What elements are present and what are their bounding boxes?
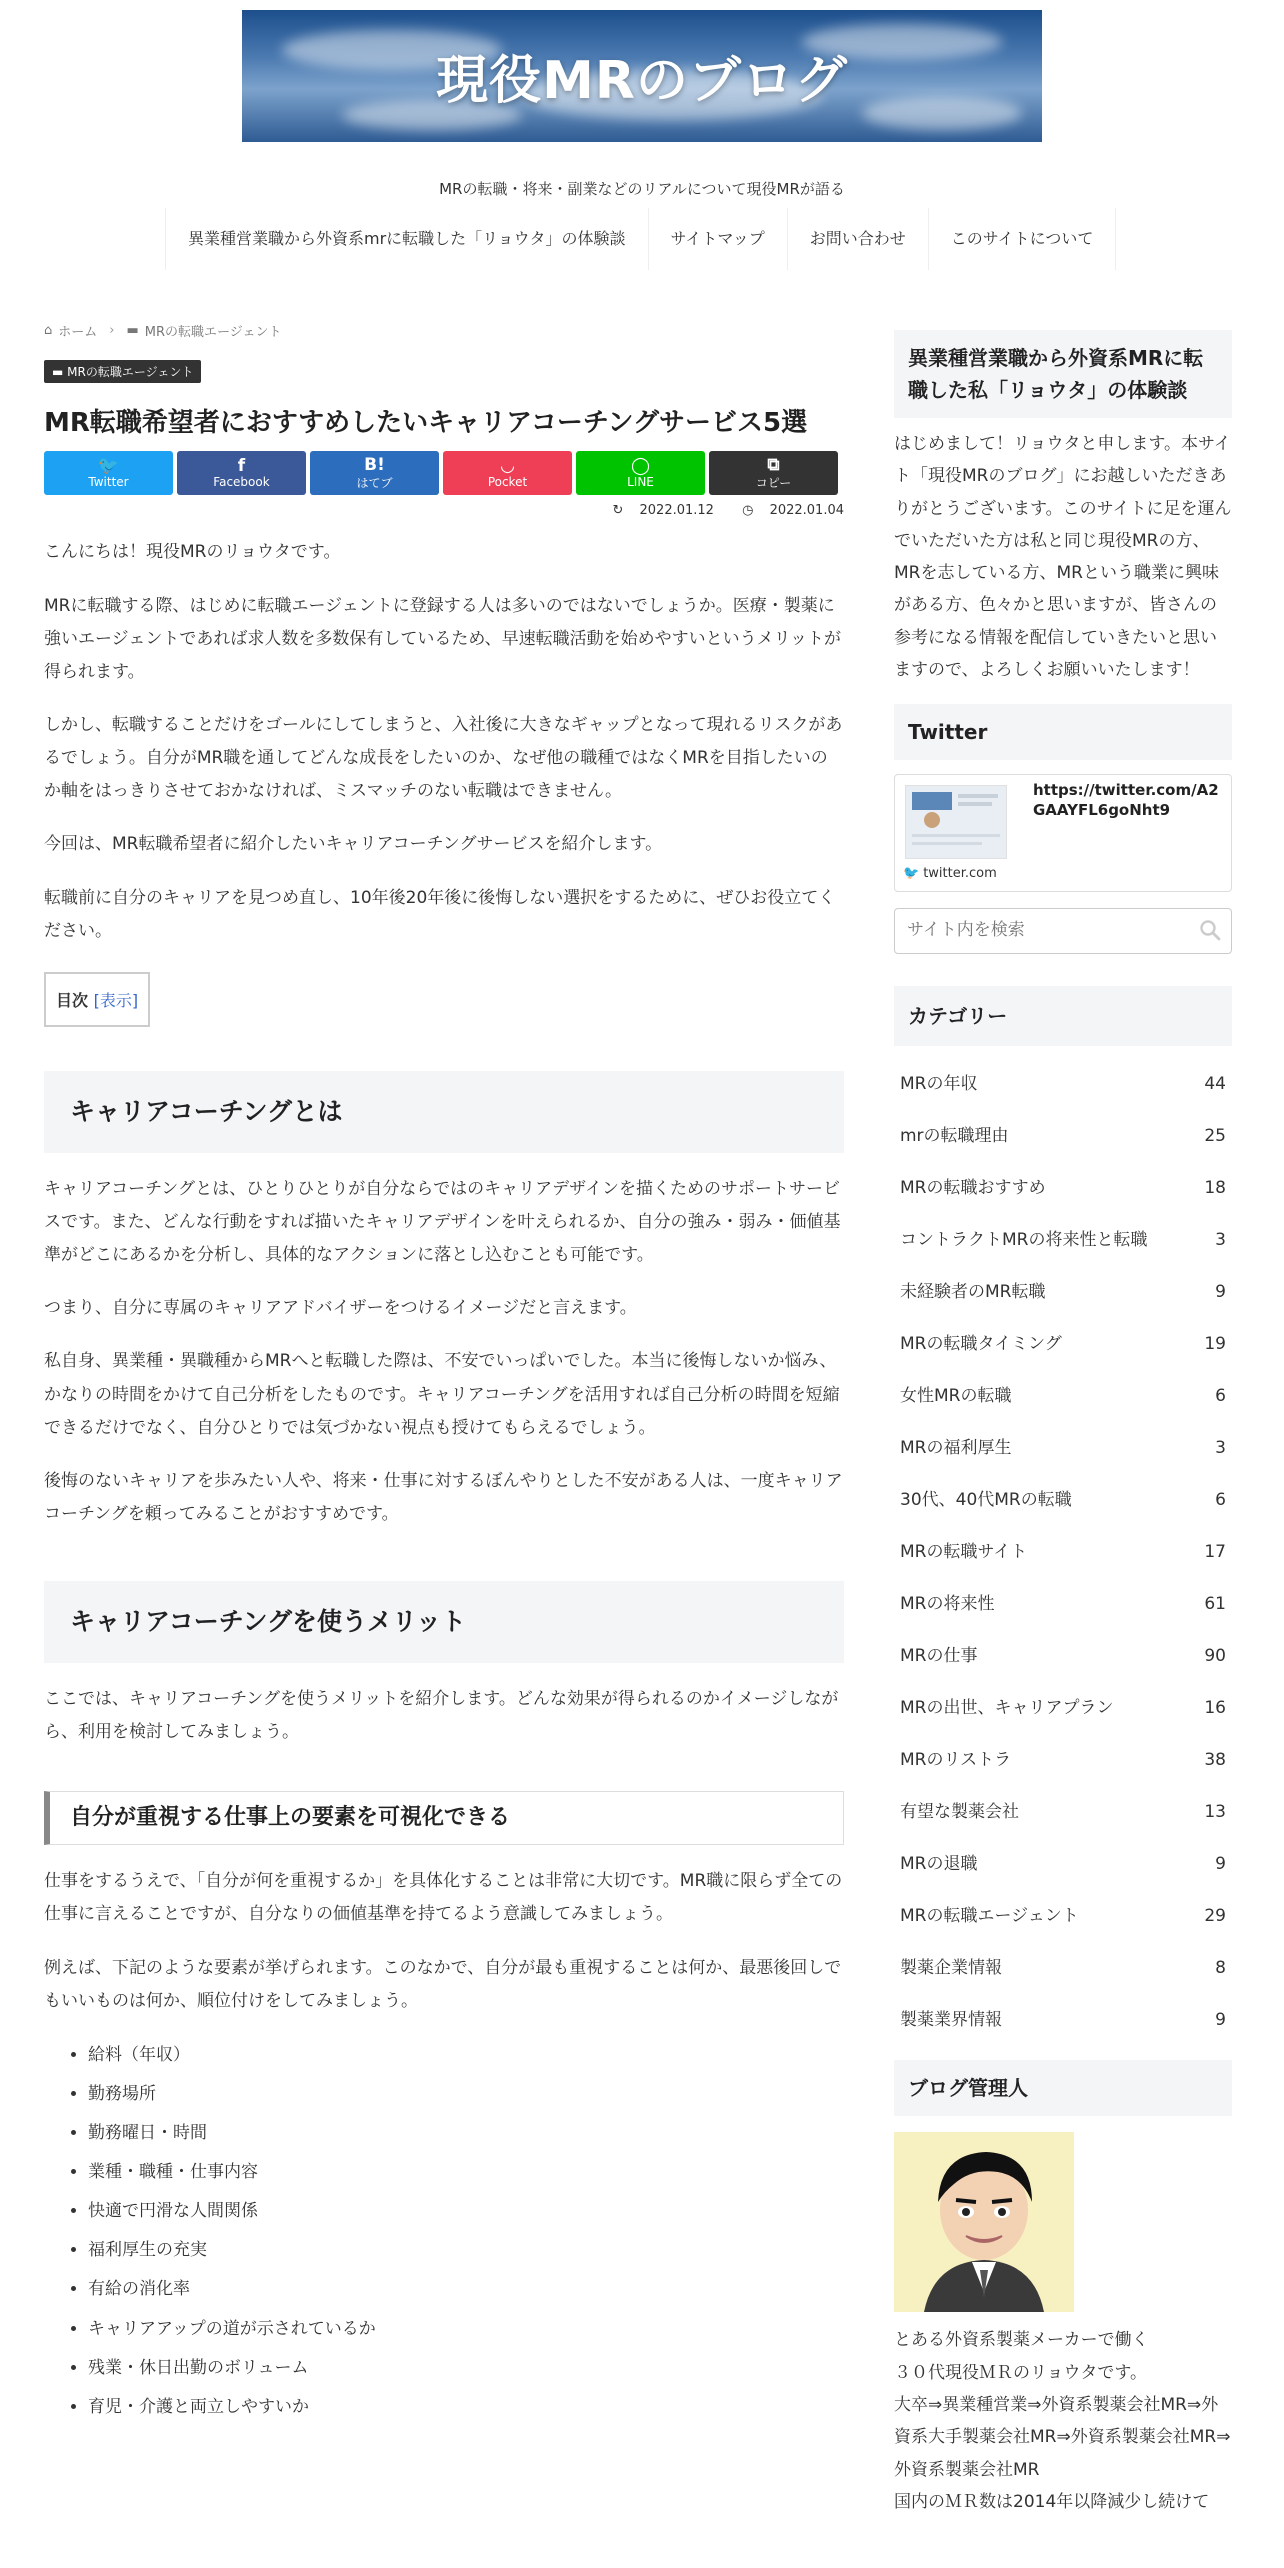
share-button[interactable]	[177, 451, 306, 495]
category-name: MRの退職	[900, 1854, 978, 1875]
category-count: 17	[1204, 1542, 1226, 1563]
list-item: • 快適で円滑な人間関係	[88, 2192, 844, 2231]
admin-bio-line: 国内のＭＲ数は2014年以降減少し続けて	[894, 2491, 1210, 2512]
hatena-icon: B!	[364, 454, 385, 475]
admin-heading: ブログ管理人	[894, 2060, 1232, 2116]
category-item[interactable]	[894, 1682, 1232, 1734]
category-name: MRの福利厚生	[900, 1438, 1012, 1459]
intro-paragraph: MRに転職する際、はじめに転職エージェントに登録する人は多いのではないでしょうか。医療・製薬に強いエージェントであれば求人数を多数保有しているため、早速転職活動を始めやすいというメリットが得られます。	[44, 595, 841, 682]
category-label[interactable]	[44, 360, 201, 383]
category-item[interactable]	[894, 1838, 1232, 1890]
twitter-domain-text: twitter.com	[923, 866, 997, 882]
share-button-label: Facebook	[213, 475, 270, 490]
category-item[interactable]	[894, 1734, 1232, 1786]
category-item[interactable]	[894, 1942, 1232, 1994]
category-name: 女性MRの転職	[900, 1386, 1012, 1407]
share-button[interactable]	[44, 451, 173, 495]
avatar-illustration	[894, 2132, 1074, 2312]
twitter-bird-icon: 🐦	[903, 866, 920, 882]
section-paragraph: 私自身、異業種・異職種からMRへと転職した際は、不安でいっぱいでした。本当に後悔しないか悩み、かなりの時間をかけて自己分析をしたものです。キャリアコーチングを活用すれば自己分析の時間を短縮できるだけでなく、自分ひとりでは気づかない視点も授けてもらえるでしょう。	[44, 1351, 840, 1438]
category-name: MRの転職おすすめ	[900, 1178, 1046, 1199]
nav-item-sitemap[interactable]: サイトマップ	[649, 208, 788, 270]
breadcrumb-home[interactable]: ホーム	[58, 324, 98, 340]
category-name: MRの将来性	[900, 1594, 995, 1615]
category-name: 製薬企業情報	[900, 1958, 1002, 1979]
share-button[interactable]	[709, 451, 838, 495]
category-count: 44	[1204, 1074, 1226, 1095]
category-list	[894, 1058, 1232, 2046]
category-count: 6	[1215, 1386, 1226, 1407]
category-count: 8	[1215, 1958, 1226, 1979]
category-name: MRの出世、キャリアプラン	[900, 1698, 1114, 1719]
category-count: 29	[1204, 1906, 1226, 1927]
category-name: mrの転職理由	[900, 1126, 1009, 1147]
twitter-thumbnail	[905, 785, 1007, 859]
category-count: 9	[1215, 1282, 1226, 1303]
twitter-link[interactable]: https://twitter.com/A2GAAYFL6goNht9	[1033, 781, 1219, 819]
category-name: 30代、40代MRの転職	[900, 1490, 1072, 1511]
list-item: • キャリアアップの道が示されているか	[88, 2310, 844, 2349]
clock-icon: ◷	[742, 503, 758, 519]
category-item[interactable]	[894, 1786, 1232, 1838]
share-button[interactable]	[310, 451, 439, 495]
search-icon[interactable]	[1199, 919, 1221, 941]
factor-list	[44, 2036, 844, 2427]
article-title: MR転職希望者におすすめしたいキャリアコーチングサービス5選	[44, 408, 808, 438]
nav-item-experience[interactable]: 異業種営業職から外資系mrに転職した「リョウタ」の体験談	[166, 208, 649, 270]
copy-icon: ⧉	[767, 454, 780, 475]
section-heading: キャリアコーチングを使うメリット	[44, 1581, 844, 1663]
category-count: 61	[1204, 1594, 1226, 1615]
category-item[interactable]	[894, 1214, 1232, 1266]
share-button[interactable]	[576, 451, 705, 495]
section-paragraph: キャリアコーチングとは、ひとりひとりが自分ならではのキャリアデザインを描くためのサポートサービスです。また、どんな行動をすれば描いたキャリアデザインを叶えられるか、自分の強み・弱み・価値基準がどこにあるかを分析し、具体的なアクションに落とし込むことも可能です。	[44, 1178, 841, 1266]
twitter-card[interactable]	[894, 774, 1232, 892]
section-heading: キャリアコーチングとは	[44, 1071, 844, 1153]
category-item[interactable]	[894, 1630, 1232, 1682]
twitter-domain	[903, 866, 997, 881]
category-count: 9	[1215, 2010, 1226, 2031]
folder-icon: ▬	[52, 365, 68, 379]
category-count: 90	[1204, 1646, 1226, 1667]
refresh-icon: ↻	[612, 503, 628, 519]
table-of-contents	[44, 972, 150, 1027]
twitter-icon: 🐦	[97, 456, 120, 477]
intro-paragraph: こんにちは！現役MRのリョウタです。	[44, 542, 341, 563]
category-name: MRの転職エージェント	[900, 1906, 1079, 1927]
category-name: MRの年収	[900, 1074, 978, 1095]
profile-text: はじめまして！リョウタと申します。本サイト「現役MRのブログ」にお越しいただきありがとうございます。このサイトに足を運んでいただいた方は私と同じ現役MRの方、MRを志している方、MRという職業に興味がある方、色々かと思いますが、皆さんの参考になる情報を配信していきたいと思いますので、よろしくお願いいたします！	[894, 434, 1232, 681]
admin-bio-line: とある外資系製薬メーカーで働く	[894, 2330, 1149, 2351]
category-name: 未経験者のMR転職	[900, 1282, 1046, 1303]
section-paragraph: 仕事をするうえで、「自分が何を重視するか」を具体化することは非常に大切です。MR職に限らず全ての仕事に言えることですが、自分なりの価値基準を持てるよう意識してみましょう。	[44, 1871, 843, 1925]
list-item: • 育児・介護と両立しやすいか	[88, 2388, 844, 2427]
category-item[interactable]	[894, 1110, 1232, 1162]
intro-paragraph: しかし、転職することだけをゴールにしてしまうと、入社後に大きなギャップとなって現れるリスクがあるでしょう。自分がMR職を通してどんな成長をしたいのか、なぜ他の職種ではなくMRを目指したいのか軸をはっきりさせておかなければ、ミスマッチのない転職はできません。	[44, 714, 843, 802]
published-date	[730, 503, 844, 518]
category-item[interactable]	[894, 1058, 1232, 1110]
category-count: 16	[1204, 1698, 1226, 1719]
search-box	[894, 908, 1232, 954]
share-button[interactable]	[443, 451, 572, 495]
toc-wrapper	[44, 972, 844, 1027]
chevron-right-icon: ›	[109, 322, 115, 338]
share-button-label: Twitter	[88, 475, 129, 490]
admin-bio	[894, 2324, 1232, 2518]
main-content	[44, 320, 844, 2427]
home-icon: ⌂	[44, 322, 53, 338]
admin-bio-line: ３０代現役ＭＲのリョウタです。	[894, 2362, 1147, 2383]
facebook-icon: f	[237, 456, 246, 477]
category-item[interactable]	[894, 1422, 1232, 1474]
intro-paragraph: 今回は、MR転職希望者に紹介したいキャリアコーチングサービスを紹介します。	[44, 834, 663, 855]
folder-icon: ▬	[126, 322, 139, 338]
category-item[interactable]	[894, 1474, 1232, 1526]
category-item[interactable]	[894, 1578, 1232, 1630]
subsection-heading: 自分が重視する仕事上の要素を可視化できる	[44, 1791, 844, 1845]
list-item: • 有給の消化率	[88, 2270, 844, 2309]
category-count: 38	[1204, 1750, 1226, 1771]
category-name: MRのリストラ	[900, 1750, 1012, 1771]
intro-paragraph: 転職前に自分のキャリアを見つめ直し、10年後20年後に後悔しない選択をするために、ぜひお役立てください。	[44, 887, 836, 941]
toc-label: 目次	[56, 990, 89, 1010]
site-banner[interactable]	[242, 10, 1042, 142]
category-count: 25	[1204, 1126, 1226, 1147]
category-count: 13	[1204, 1802, 1226, 1823]
admin-bio-line: 大卒⇒異業種営業⇒外資系製薬会社MR⇒外資系大手製薬会社MR⇒外資系製薬会社MR⇒外資系製薬会社MR	[894, 2394, 1231, 2480]
category-item[interactable]	[894, 1890, 1232, 1942]
profile-heading[interactable]: 異業種営業職から外資系MRに転職した私「リョウタ」の体験談	[894, 330, 1232, 418]
category-item[interactable]	[894, 1266, 1232, 1318]
pocket-icon: ◡	[500, 456, 515, 477]
category-count: 6	[1215, 1490, 1226, 1511]
category-count: 18	[1204, 1178, 1226, 1199]
category-item[interactable]	[894, 1162, 1232, 1214]
share-button-label: コピー	[755, 475, 792, 490]
published-date-text: 2022.01.04	[769, 503, 844, 519]
global-nav	[165, 208, 1116, 270]
breadcrumb-category[interactable]: MRの転職エージェント	[144, 324, 282, 340]
site-title: 現役MRのブログ	[436, 51, 848, 111]
category-count: 19	[1204, 1334, 1226, 1355]
updated-date	[600, 503, 713, 518]
category-name: MRの仕事	[900, 1646, 978, 1667]
category-name: MRの転職タイミング	[900, 1334, 1062, 1355]
search-input[interactable]	[895, 909, 1199, 951]
category-name: コントラクトMRの将来性と転職	[900, 1230, 1148, 1251]
list-item: • 業種・職種・仕事内容	[88, 2153, 844, 2192]
twitter-heading: Twitter	[894, 704, 1232, 760]
category-item[interactable]	[894, 1526, 1232, 1578]
post-dates	[44, 503, 844, 518]
share-button-label: Pocket	[487, 475, 528, 490]
category-item[interactable]	[894, 1370, 1232, 1422]
section-paragraph: つまり、自分に専属のキャリアアドバイザーをつけるイメージだと言えます。	[44, 1298, 637, 1319]
section-paragraph: 例えば、下記のような要素が挙げられます。このなかで、自分が最も重視することは何か、最悪後回しでもいいものは何か、順位付けをしてみましょう。	[44, 1957, 842, 2011]
list-item: • 給料（年収）	[88, 2036, 844, 2075]
sidebar	[894, 330, 1232, 2518]
category-count: 9	[1215, 1854, 1226, 1875]
category-item[interactable]	[894, 1994, 1232, 2046]
line-icon: ◯	[630, 456, 651, 477]
section-paragraph: ここでは、キャリアコーチングを使うメリットを紹介します。どんな効果が得られるのかイメージしながら、利用を検討してみましょう。	[44, 1689, 839, 1743]
site-tagline: MRの転職・将来・副業などのリアルについて現役MRが語る	[439, 180, 845, 198]
category-label-text: MRの転職エージェント	[67, 365, 194, 379]
category-count: 3	[1215, 1438, 1226, 1459]
share-button-label: はてブ	[356, 475, 393, 490]
list-item: • 福利厚生の充実	[88, 2231, 844, 2270]
category-item[interactable]	[894, 1318, 1232, 1370]
section-paragraph: 後悔のないキャリアを歩みたい人や、将来・仕事に対するぼんやりとした不安がある人は、一度キャリアコーチングを頼ってみることがおすすめです。	[44, 1470, 843, 1524]
list-item: • 残業・休日出勤のボリューム	[88, 2349, 844, 2388]
nav-item-about[interactable]: このサイトについて	[929, 208, 1117, 270]
list-item: • 勤務場所	[88, 2075, 844, 2114]
profile-preview-image	[906, 786, 1006, 858]
categories-heading: カテゴリー	[894, 986, 1232, 1046]
breadcrumb	[44, 320, 844, 340]
category-name: 有望な製薬会社	[900, 1802, 1019, 1823]
share-buttons	[44, 451, 844, 495]
toc-toggle[interactable]: [表示]	[93, 990, 139, 1010]
updated-date-text: 2022.01.12	[639, 503, 714, 519]
avatar	[894, 2132, 1074, 2312]
nav-item-contact[interactable]: お問い合わせ	[788, 208, 929, 270]
list-item: • 勤務曜日・時間	[88, 2114, 844, 2153]
category-name: 製薬業界情報	[900, 2010, 1002, 2031]
category-count: 3	[1215, 1230, 1226, 1251]
share-button-label: LINE	[627, 475, 654, 490]
category-name: MRの転職サイト	[900, 1542, 1028, 1563]
